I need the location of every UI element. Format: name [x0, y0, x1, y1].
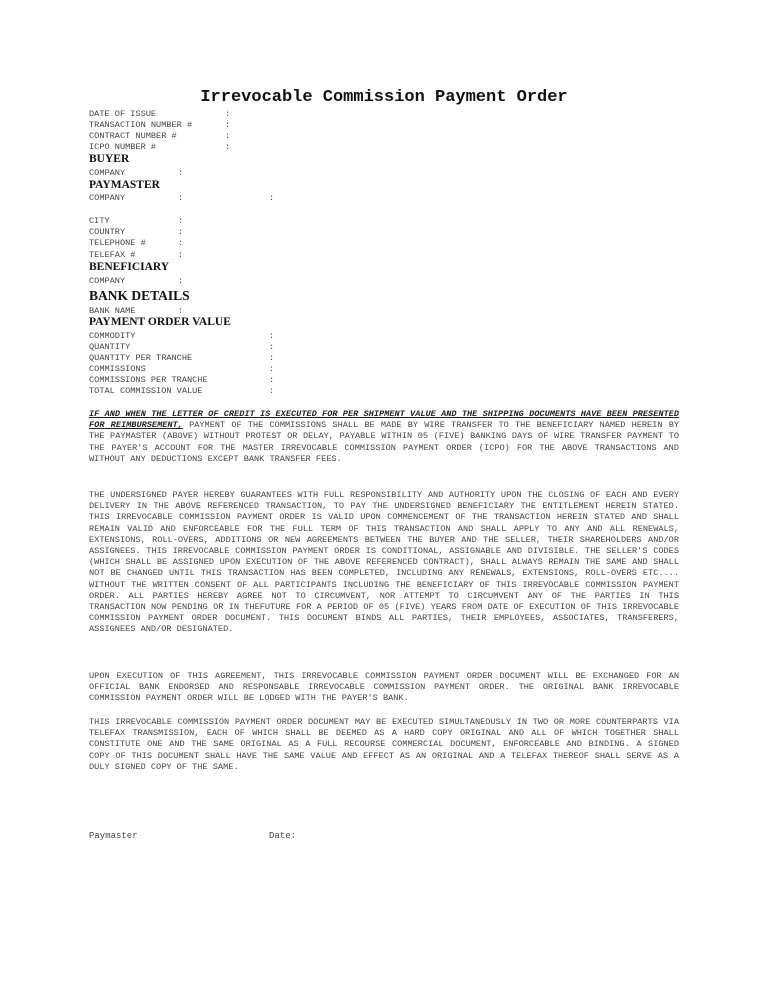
commodity-colon: : — [269, 331, 275, 341]
guarantee-paragraph: THE UNDERSIGNED PAYER HEREBY GUARANTEES WITH FULL RESPONSIBILITY AND AUTHORITY UPON THE CLOSING OF EACH AND EVERY DELIVERY IN THE ABOVE REFERENCED TRANSACTION, TO PAY THE UNDERSIGNED BENEFICIARY THE ENTITLEMENT HEREIN STATED. THIS IRREVOCABLE COMMISSION PAYMENT ORDER IS VALID UPON COMMENCEMENT OF THE TRANSACTION HEREIN STATED AND SHALL REMAIN VALID AND ENFORCEABLE FOR THE FULL TERM OF THIS TRANSACTION AND SHALL APPLY TO ANY AND ALL RENEWALS, EXTENSIONS, ROLL-OVERS, ADDITIONS OR NEW AGREEMENTS BETWEEN THE BUYER AND THE SELLER, THEIR SHAREHOLDERS AND/OR ASSIGNEES. THIS IRREVOCABLE COMMISSION PAYMENT ORDER IS CONDITIONAL, ASSIGNABLE AND DIVISIBLE. THE SELLER'S CODES (WHICH SHALL BE ASSIGNED UPON EXECUTION OF THE ABOVE REFERENCED CONTRACT), SHALL ALWAYS REMAIN THE SAME AND SHALL NOT BE CHANGED UNTIL THIS TRANSACTION HAS BEEN COMPLETED, INCLUDING ANY RENEWALS, EXTENSIONS, ROLL-OVERS ETC.... WITHOUT THE WRITTEN CONSENT OF ALL PARTICIPANTS INCLUDING THE BENEFICIARY OF THIS IRREVOCABLE COMMISSION PAYMENT ORDER. ALL PARTIES HEREBY AGREE NOT TO CIRCUMVENT, NOR ATTEMPT TO CIRCUMVENT ANY OF THE PARTIES IN THIS TRANSACTION NOW PENDING OR IN THEFUTURE FOR A PERIOD OF 05 (FIVE) YEARS FROM DATE OF EXECUTION OF THIS IRREVOCABLE COMMISSION PAYMENT ORDER DOCUMENT. THIS DOCUMENT BINDS ALL PARTIES, THEIR EMPLOYEES, ASSOCIATES, TRANSFERERS, ASSIGNEES AND/OR DESIGNATED. — [89, 490, 679, 635]
payment-terms-body: PAYMENT OF THE COMMISSIONS SHALL BE MADE BY WIRE TRANSFER TO THE BENEFICIARY NAMED HEREIN BY THE PAYMASTER (ABOVE) WITHOUT PROTEST OR DELAY, PAYABLE WITHIN 05 (FIVE) BANKING DAYS OF WIRE TRANSFER PAYMENT TO THE PAYER'S ACCOUNT FOR THE MASTER IRREVOCABLE COMMISSION PAYMENT ORDER (ICPO) FOR THE ABOVE TRANSACTIONS AND WITHOUT ANY DEDUCTIONS EXCEPT BANK TRANSFER FEES. — [89, 420, 680, 464]
buyer-heading: BUYER — [89, 153, 130, 165]
payment-terms-paragraph — [89, 409, 679, 465]
beneficiary-company-colon: : — [178, 276, 184, 286]
quantity-label: QUANTITY — [89, 342, 131, 352]
beneficiary-company-label: COMPANY — [89, 276, 126, 286]
buyer-company-colon: : — [178, 168, 184, 178]
quantity-per-tranche-label: QUANTITY PER TRANCHE — [89, 353, 193, 363]
country-colon: : — [178, 227, 184, 237]
city-colon: : — [178, 216, 184, 226]
icpo-number-label: ICPO NUMBER # — [89, 142, 157, 152]
commissions-per-tranche-label: COMMISSIONS PER TRANCHE — [89, 375, 208, 385]
telefax-label: TELEFAX # — [89, 250, 136, 260]
payment-order-value-heading: PAYMENT ORDER VALUE — [89, 316, 231, 328]
bank-name-colon: : — [178, 306, 184, 316]
date-signature-label: Date: — [269, 831, 297, 841]
commodity-label: COMMODITY — [89, 331, 136, 341]
beneficiary-heading: BENEFICIARY — [89, 261, 170, 273]
execution-paragraph: UPON EXECUTION OF THIS AGREEMENT, THIS IRREVOCABLE COMMISSION PAYMENT ORDER DOCUMENT WILL BE EXCHANGED FOR AN OFFICIAL BANK ENDORSED AND RESPONSABLE IRREVOCABLE COMMISSION PAYMENT ORDER. THE ORIGINAL BANK IRREVOCABLE COMMISSION PAYMENT ORDER WILL BE LODGED WITH THE PAYER'S BANK. — [89, 671, 679, 704]
document-title: Irrevocable Commission Payment Order — [200, 88, 568, 107]
paymaster-signature-label: Paymaster — [89, 831, 138, 841]
telefax-colon: : — [178, 250, 184, 260]
commissions-label: COMMISSIONS — [89, 364, 146, 374]
quantity-per-tranche-colon: : — [269, 353, 275, 363]
paymaster-heading: PAYMASTER — [89, 179, 160, 191]
date-of-issue-label: DATE OF ISSUE — [89, 109, 157, 119]
total-commission-value-label: TOTAL COMMISSION VALUE — [89, 386, 203, 396]
contract-number-label: CONTRACT NUMBER # — [89, 131, 177, 141]
contract-number-colon: : — [225, 131, 231, 141]
transaction-number-colon: : — [225, 120, 231, 130]
commissions-colon: : — [269, 364, 275, 374]
counterparts-paragraph: THIS IRREVOCABLE COMMISSION PAYMENT ORDER DOCUMENT MAY BE EXECUTED SIMULTANEOUSLY IN TWO OR MORE COUNTERPARTS VIA TELEFAX TRANSMISSION, EACH OF WHICH SHALL BE DEEMED AS A HARD COPY ORIGINAL AND ALL OF WHICH TOGETHER SHALL CONSTITUTE ONE AND THE SAME ORIGINAL AS A FULL RECOURSE COMMERCIAL DOCUMENT, ENFORCEABLE AND BINDING. A SIGNED COPY OF THIS DOCUMENT SHALL HAVE THE SAME VALUE AND EFFECT AS AN ORIGINAL AND A TELEFAX THEREOF SHALL SERVE AS A DULY SIGNED COPY OF THE SAME. — [89, 717, 679, 772]
paymaster-company-colon: : — [178, 193, 184, 203]
commissions-per-tranche-colon: : — [269, 375, 275, 385]
total-commission-value-colon: : — [269, 386, 275, 396]
city-label: CITY — [89, 216, 110, 226]
bank-details-heading: BANK DETAILS — [89, 288, 190, 303]
paymaster-company-colon-2: : — [269, 193, 275, 203]
paymaster-company-label: COMPANY — [89, 193, 126, 203]
transaction-number-label: TRANSACTION NUMBER # — [89, 120, 193, 130]
date-of-issue-colon: : — [225, 109, 231, 119]
telephone-label: TELEPHONE # — [89, 238, 146, 248]
icpo-number-colon: : — [225, 142, 231, 152]
bank-name-label: BANK NAME — [89, 306, 136, 316]
payment-terms-lead: IF AND WHEN THE LETTER OF CREDIT IS EXECUTED FOR PER SHIPMENT VALUE AND THE SHIPPING DOCUMENTS HAVE BEEN PRESENTED FOR REIMBURSEMENT, — [89, 409, 679, 431]
quantity-colon: : — [269, 342, 275, 352]
country-label: COUNTRY — [89, 227, 126, 237]
buyer-company-label: COMPANY — [89, 168, 126, 178]
telephone-colon: : — [178, 238, 184, 248]
